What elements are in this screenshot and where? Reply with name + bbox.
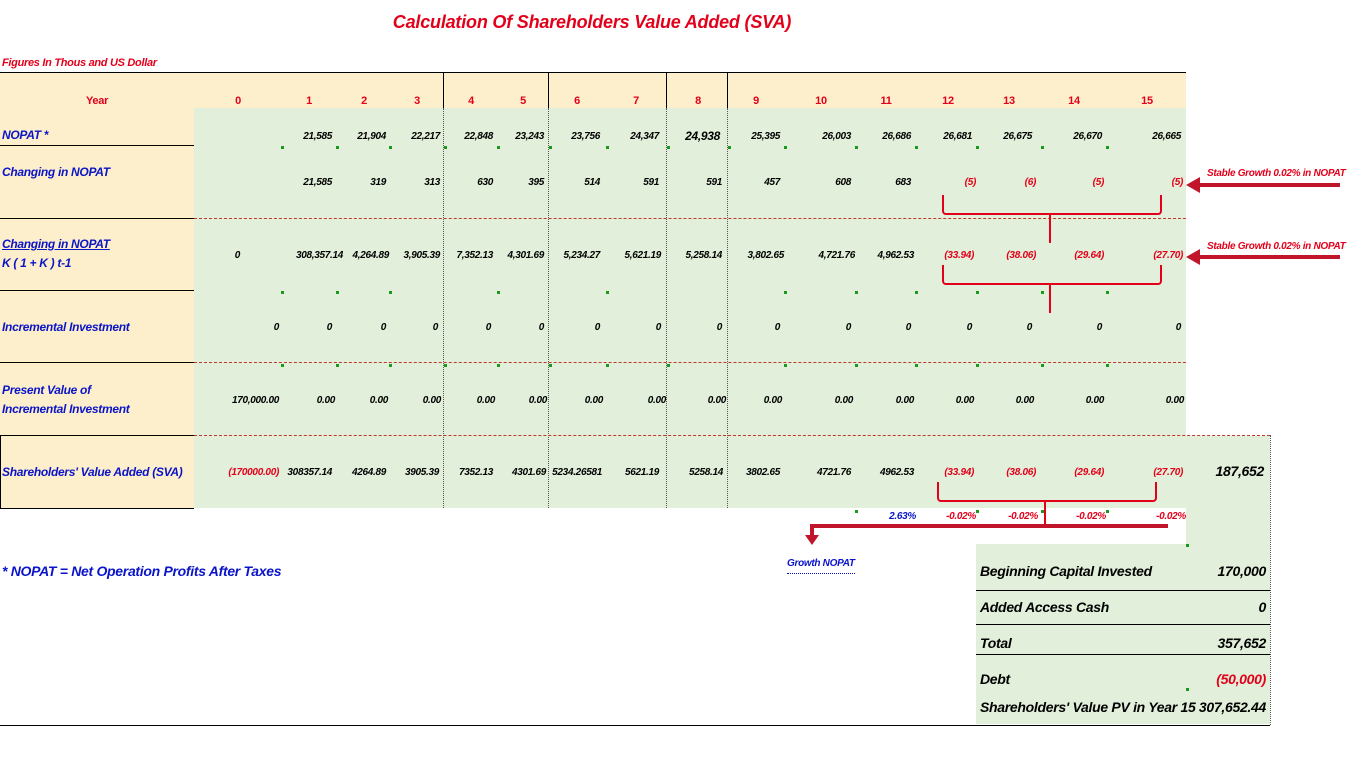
incinv-y1: 0 xyxy=(326,322,332,333)
year-0: 0 xyxy=(235,95,241,107)
col-dots-3 xyxy=(443,108,444,508)
cell-marker xyxy=(784,364,787,367)
sva-left-border xyxy=(0,435,1,508)
pvinc-y8: 0.00 xyxy=(707,395,726,406)
col-separator-3 xyxy=(443,72,444,108)
nopat-y9: 25,395 xyxy=(751,131,780,142)
pvinc-y12: 0.00 xyxy=(955,395,974,406)
arrow-growth-horizontal xyxy=(812,524,1168,528)
header-top-line xyxy=(0,72,1186,73)
nopat-y3: 22,217 xyxy=(411,131,440,142)
arrow-head-down-icon xyxy=(805,535,819,545)
pvinc-y4: 0.00 xyxy=(476,395,495,406)
sva-y13: (38.06) xyxy=(1006,467,1036,478)
chgk-y10: 4,721.76 xyxy=(818,250,855,261)
nopat-y15: 26,665 xyxy=(1152,131,1181,142)
cell-marker xyxy=(1041,146,1044,149)
pv-incremental-label-2: Incremental Investment xyxy=(2,402,130,416)
sva-bottom-line xyxy=(0,508,194,509)
summary-line-1 xyxy=(976,590,1270,591)
nopat-y12: 26,681 xyxy=(943,131,972,142)
brace-changing-nopat xyxy=(942,195,1162,215)
stable-growth-note-1: Stable Growth 0.02% in NOPAT xyxy=(1207,168,1346,179)
year-8: 8 xyxy=(695,95,701,107)
cell-marker xyxy=(606,364,609,367)
year-1: 1 xyxy=(306,95,312,107)
year-label: Year xyxy=(86,95,109,107)
year-6: 6 xyxy=(574,95,580,107)
chg-nopat-y8: 591 xyxy=(706,177,722,188)
data-area-bg xyxy=(194,108,1186,508)
cell-marker xyxy=(915,146,918,149)
year-15: 15 xyxy=(1141,95,1153,107)
nopat-y2: 21,904 xyxy=(357,131,386,142)
debt-value: (50,000) xyxy=(1216,671,1266,687)
cell-marker xyxy=(915,364,918,367)
pvinc-y3: 0.00 xyxy=(422,395,441,406)
cell-marker xyxy=(389,364,392,367)
nopat-y14: 26,670 xyxy=(1073,131,1102,142)
sva-y9: 3802.65 xyxy=(745,467,780,478)
nopat-footnote: * NOPAT = Net Operation Profits After Taxes xyxy=(2,563,282,579)
cell-marker xyxy=(389,291,392,294)
sva-y1: 308357.14 xyxy=(287,467,332,478)
nopat-y5: 23,243 xyxy=(515,131,544,142)
chgk-y6: 5,234.27 xyxy=(563,250,600,261)
cell-marker xyxy=(976,364,979,367)
cell-marker xyxy=(855,364,858,367)
col-dots-7 xyxy=(666,108,667,508)
year-7: 7 xyxy=(633,95,639,107)
growth-y12: -0.02% xyxy=(946,511,976,522)
summary-line-2 xyxy=(976,624,1270,625)
cell-marker xyxy=(976,146,979,149)
brace-sva xyxy=(937,482,1157,502)
cell-marker xyxy=(549,146,552,149)
pv-incremental-label-1: Present Value of xyxy=(2,383,91,397)
incinv-y14: 0 xyxy=(1096,322,1102,333)
chg-nopat-y10: 608 xyxy=(835,177,851,188)
incinv-y13: 0 xyxy=(1026,322,1032,333)
nopat-underline xyxy=(0,145,194,146)
pvinc-y10: 0.00 xyxy=(834,395,853,406)
incinv-y7: 0 xyxy=(655,322,661,333)
pvinc-y13: 0.00 xyxy=(1015,395,1034,406)
pv-value: 307,652.44 xyxy=(1198,699,1266,715)
arrow-head-left-icon xyxy=(1186,177,1200,193)
chg-nopat-y6: 514 xyxy=(584,177,600,188)
total-label: Total xyxy=(980,635,1012,651)
nopat-y7: 24,347 xyxy=(630,131,659,142)
growth-y14: -0.02% xyxy=(1076,511,1106,522)
arrow-stable-2 xyxy=(1196,255,1340,259)
chgk-y11: 4,962.53 xyxy=(877,250,914,261)
chgk-y7: 5,621.19 xyxy=(624,250,661,261)
chg-nopat-y5: 395 xyxy=(528,177,544,188)
growth-y15: -0.02% xyxy=(1156,511,1186,522)
incinv-y6: 0 xyxy=(594,322,600,333)
nopat-y4: 22,848 xyxy=(464,131,493,142)
chg-nopat-y2: 319 xyxy=(370,177,386,188)
cell-marker xyxy=(281,146,284,149)
pv-label: Shareholders' Value PV in Year 15 xyxy=(980,699,1196,715)
incinv-y2: 0 xyxy=(380,322,386,333)
cell-marker xyxy=(444,364,447,367)
cell-marker xyxy=(389,146,392,149)
row2-sep xyxy=(0,218,194,219)
nopat-y6: 23,756 xyxy=(571,131,600,142)
changing-nopat-label: Changing in NOPAT xyxy=(2,165,110,179)
year-13: 13 xyxy=(1003,95,1015,107)
chg-nopat-y15: (5) xyxy=(1171,177,1183,188)
chgk-y2: 4,264.89 xyxy=(352,250,389,261)
year-11: 11 xyxy=(880,95,892,107)
col-dots-8 xyxy=(727,108,728,508)
cell-marker xyxy=(606,291,609,294)
chgk-y15: (27.70) xyxy=(1153,250,1183,261)
chg-nopat-y3: 313 xyxy=(424,177,440,188)
year-3: 3 xyxy=(414,95,420,107)
incinv-y9: 0 xyxy=(774,322,780,333)
row4-sep xyxy=(0,362,194,363)
incinv-y5: 0 xyxy=(538,322,544,333)
brace-stem-1 xyxy=(1049,213,1051,243)
pvinc-y1: 0.00 xyxy=(316,395,335,406)
cell-marker xyxy=(444,146,447,149)
cell-marker xyxy=(1106,291,1109,294)
pvinc-y7: 0.00 xyxy=(647,395,666,406)
incinv-y12: 0 xyxy=(966,322,972,333)
chg-nopat-y13: (6) xyxy=(1024,177,1036,188)
summary-line-3 xyxy=(976,654,1270,655)
sva-y4: 7352.13 xyxy=(458,467,493,478)
col-separator-8 xyxy=(727,72,728,108)
chgk-y9: 3,802.65 xyxy=(747,250,784,261)
chg-nopat-y14: (5) xyxy=(1092,177,1104,188)
sva-total: 187,652 xyxy=(1215,463,1264,479)
cell-marker xyxy=(281,364,284,367)
incinv-y8: 0 xyxy=(716,322,722,333)
cell-marker xyxy=(915,291,918,294)
sva-y15: (27.70) xyxy=(1153,467,1183,478)
cell-marker xyxy=(667,364,670,367)
chg-nopat-y4: 630 xyxy=(477,177,493,188)
sva-y12: (33.94) xyxy=(944,467,974,478)
sheet-title: Calculation Of Shareholders Value Added (SVA) xyxy=(392,12,792,32)
sva-label: Shareholders' Value Added (SVA) xyxy=(2,465,183,479)
changing-nopat-k-label-1: Changing in NOPAT xyxy=(2,237,110,251)
bottom-line xyxy=(0,725,1270,726)
pvinc-y2: 0.00 xyxy=(369,395,388,406)
cell-marker xyxy=(1041,364,1044,367)
chg-nopat-y9: 457 xyxy=(764,177,780,188)
sva-total-right-border xyxy=(1270,435,1271,725)
added-cash-label: Added Access Cash xyxy=(980,599,1109,615)
sva-y8: 5258.14 xyxy=(688,467,723,478)
pvinc-y0: 170,000.00 xyxy=(231,395,279,406)
cell-marker xyxy=(336,291,339,294)
cell-marker xyxy=(1041,291,1044,294)
sva-y3: 3905.39 xyxy=(404,467,439,478)
chgk-y0: 0 xyxy=(234,250,240,261)
col-separator-5 xyxy=(548,72,549,108)
sva-y2: 4264.89 xyxy=(351,467,386,478)
cell-marker xyxy=(728,146,731,149)
cell-marker xyxy=(1041,510,1044,513)
sva-y6: 5234.26581 xyxy=(552,467,602,478)
chgk-y5: 4,301.69 xyxy=(507,250,544,261)
nopat-y13: 26,675 xyxy=(1003,131,1032,142)
cell-marker xyxy=(281,291,284,294)
chg-nopat-y12: (5) xyxy=(964,177,976,188)
cell-marker xyxy=(336,146,339,149)
cell-marker xyxy=(784,291,787,294)
row5-sep-dash xyxy=(194,435,1270,436)
cell-marker xyxy=(1106,510,1109,513)
cell-marker xyxy=(1106,146,1109,149)
debt-label: Debt xyxy=(980,671,1010,687)
stable-growth-note-2: Stable Growth 0.02% in NOPAT xyxy=(1207,241,1346,252)
pvinc-y14: 0.00 xyxy=(1085,395,1104,406)
cell-marker xyxy=(497,364,500,367)
nopat-label: NOPAT * xyxy=(2,128,49,142)
beginning-capital-value: 170,000 xyxy=(1217,563,1266,579)
col-dots-5 xyxy=(548,108,549,508)
growth-y13: -0.02% xyxy=(1008,511,1038,522)
brace-changing-k xyxy=(942,265,1162,285)
sva-y14: (29.64) xyxy=(1074,467,1104,478)
incinv-y15: 0 xyxy=(1175,322,1181,333)
brace-stem-3 xyxy=(1044,500,1046,524)
changing-nopat-k-label-2: K ( 1 + K ) t-1 xyxy=(2,256,72,270)
cell-marker xyxy=(549,364,552,367)
year-12: 12 xyxy=(942,95,954,107)
chgk-y12: (33.94) xyxy=(944,250,974,261)
nopat-y11: 26,686 xyxy=(882,131,911,142)
growth-y11: 2.63% xyxy=(889,511,916,522)
nopat-y10: 26,003 xyxy=(822,131,851,142)
pvinc-y5: 0.00 xyxy=(528,395,547,406)
nopat-y8: 24,938 xyxy=(685,129,720,143)
row5-sep xyxy=(0,435,194,436)
sva-y5: 4301.69 xyxy=(511,467,546,478)
chg-nopat-y1: 21,585 xyxy=(303,177,332,188)
cell-marker xyxy=(855,291,858,294)
brace-stem-2 xyxy=(1049,283,1051,313)
cell-marker xyxy=(667,146,670,149)
year-4: 4 xyxy=(468,95,474,107)
sva-y11: 4962.53 xyxy=(879,467,914,478)
sva-y7: 5621.19 xyxy=(624,467,659,478)
cell-marker xyxy=(497,291,500,294)
sva-total-bg xyxy=(1186,436,1270,544)
arrow-stable-1 xyxy=(1196,183,1340,187)
chgk-y13: (38.06) xyxy=(1006,250,1036,261)
arrow-head-left-icon xyxy=(1186,249,1200,265)
year-9: 9 xyxy=(753,95,759,107)
sva-y0: (170000.00) xyxy=(228,467,279,478)
cell-marker xyxy=(976,291,979,294)
total-value: 357,652 xyxy=(1217,635,1266,651)
pvinc-y6: 0.00 xyxy=(584,395,603,406)
row3-sep xyxy=(0,290,194,291)
col-separator-7 xyxy=(666,72,667,108)
cell-marker xyxy=(606,146,609,149)
cell-marker xyxy=(976,510,979,513)
pvinc-y15: 0.00 xyxy=(1165,395,1184,406)
incinv-y0: 0 xyxy=(273,322,279,333)
cell-marker xyxy=(1106,364,1109,367)
pvinc-y9: 0.00 xyxy=(763,395,782,406)
chg-nopat-y11: 683 xyxy=(895,177,911,188)
cell-marker xyxy=(855,146,858,149)
year-2: 2 xyxy=(361,95,367,107)
incinv-y3: 0 xyxy=(432,322,438,333)
pvinc-y11: 0.00 xyxy=(895,395,914,406)
chgk-y1: 308,357.14 xyxy=(295,250,343,261)
row4-sep-dash xyxy=(194,362,1186,363)
year-10: 10 xyxy=(815,95,827,107)
cell-marker xyxy=(1186,544,1189,547)
growth-nopat-note: Growth NOPAT xyxy=(787,558,855,574)
cell-marker xyxy=(1186,688,1189,691)
cell-marker xyxy=(497,146,500,149)
units-caption: Figures In Thous and US Dollar xyxy=(2,57,157,69)
nopat-y1: 21,585 xyxy=(303,131,332,142)
chgk-y4: 7,352.13 xyxy=(456,250,493,261)
chg-nopat-y7: 591 xyxy=(643,177,659,188)
year-14: 14 xyxy=(1068,95,1080,107)
cell-marker xyxy=(784,146,787,149)
chgk-y8: 5,258.14 xyxy=(685,250,722,261)
row2-sep-dash xyxy=(194,218,1186,219)
cell-marker xyxy=(855,510,858,513)
added-cash-value: 0 xyxy=(1258,599,1266,615)
year-5: 5 xyxy=(520,95,526,107)
chgk-y3: 3,905.39 xyxy=(403,250,440,261)
sva-y10: 4721.76 xyxy=(816,467,851,478)
incinv-y4: 0 xyxy=(485,322,491,333)
incinv-y10: 0 xyxy=(845,322,851,333)
beginning-capital-label: Beginning Capital Invested xyxy=(980,563,1152,579)
incremental-investment-label: Incremental Investment xyxy=(2,320,130,334)
incinv-y11: 0 xyxy=(905,322,911,333)
chgk-y14: (29.64) xyxy=(1074,250,1104,261)
cell-marker xyxy=(336,364,339,367)
